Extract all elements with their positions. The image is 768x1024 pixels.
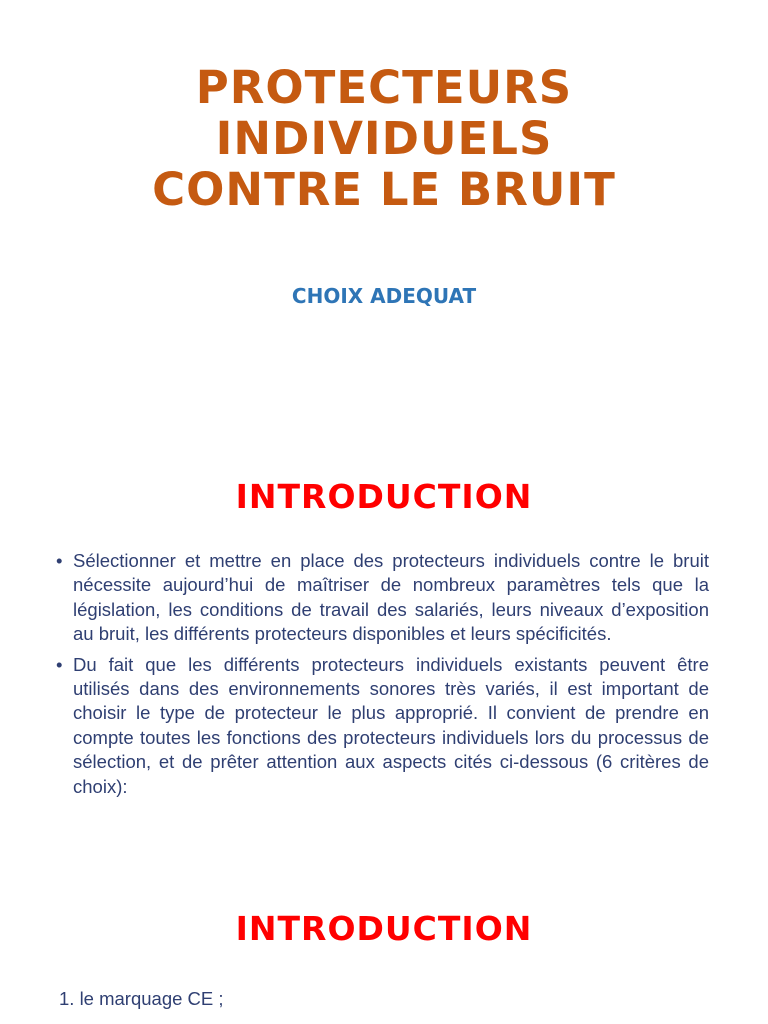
list-item xyxy=(56,549,709,647)
document-subtitle: CHOIX ADEQUAT xyxy=(291,284,477,308)
title-line-1: PROTECTEURS xyxy=(195,61,573,114)
numbered-item-1: 1. le marquage CE ; xyxy=(59,988,224,1009)
document-title xyxy=(0,62,768,215)
bullet-text: Sélectionner et mettre en place des protecteurs individuels contre le bruit nécessite aujourd’hui de maîtriser de nombreux paramètres tels que la législation, les conditions de travail des salariés, leurs niveaux d’exposition au bruit, les différents protecteurs disponibles et leurs spécificités. xyxy=(73,550,709,645)
section-heading-introduction-1: INTRODUCTION xyxy=(235,477,533,516)
bullet-text: Du fait que les différents protecteurs individuels existants peuvent être utilisés dans des environnements sonores très variés, il est important de choisir le type de protecteur le plus approprié. Il convient de prendre en compte toutes les fonctions des protecteurs individuels lors du processus de sélection, et de prêter attention aux aspects cités ci-dessous (6 critères de choix): xyxy=(73,653,709,797)
bullet-icon: • xyxy=(56,653,63,675)
section-heading-introduction-2: INTRODUCTION xyxy=(235,909,533,948)
bullet-icon: • xyxy=(56,550,63,571)
title-line-2: INDIVIDUELS xyxy=(215,112,553,165)
title-line-3: CONTRE LE BRUIT xyxy=(152,163,616,216)
list-item xyxy=(56,653,709,799)
introduction-bullet-list xyxy=(56,549,709,805)
